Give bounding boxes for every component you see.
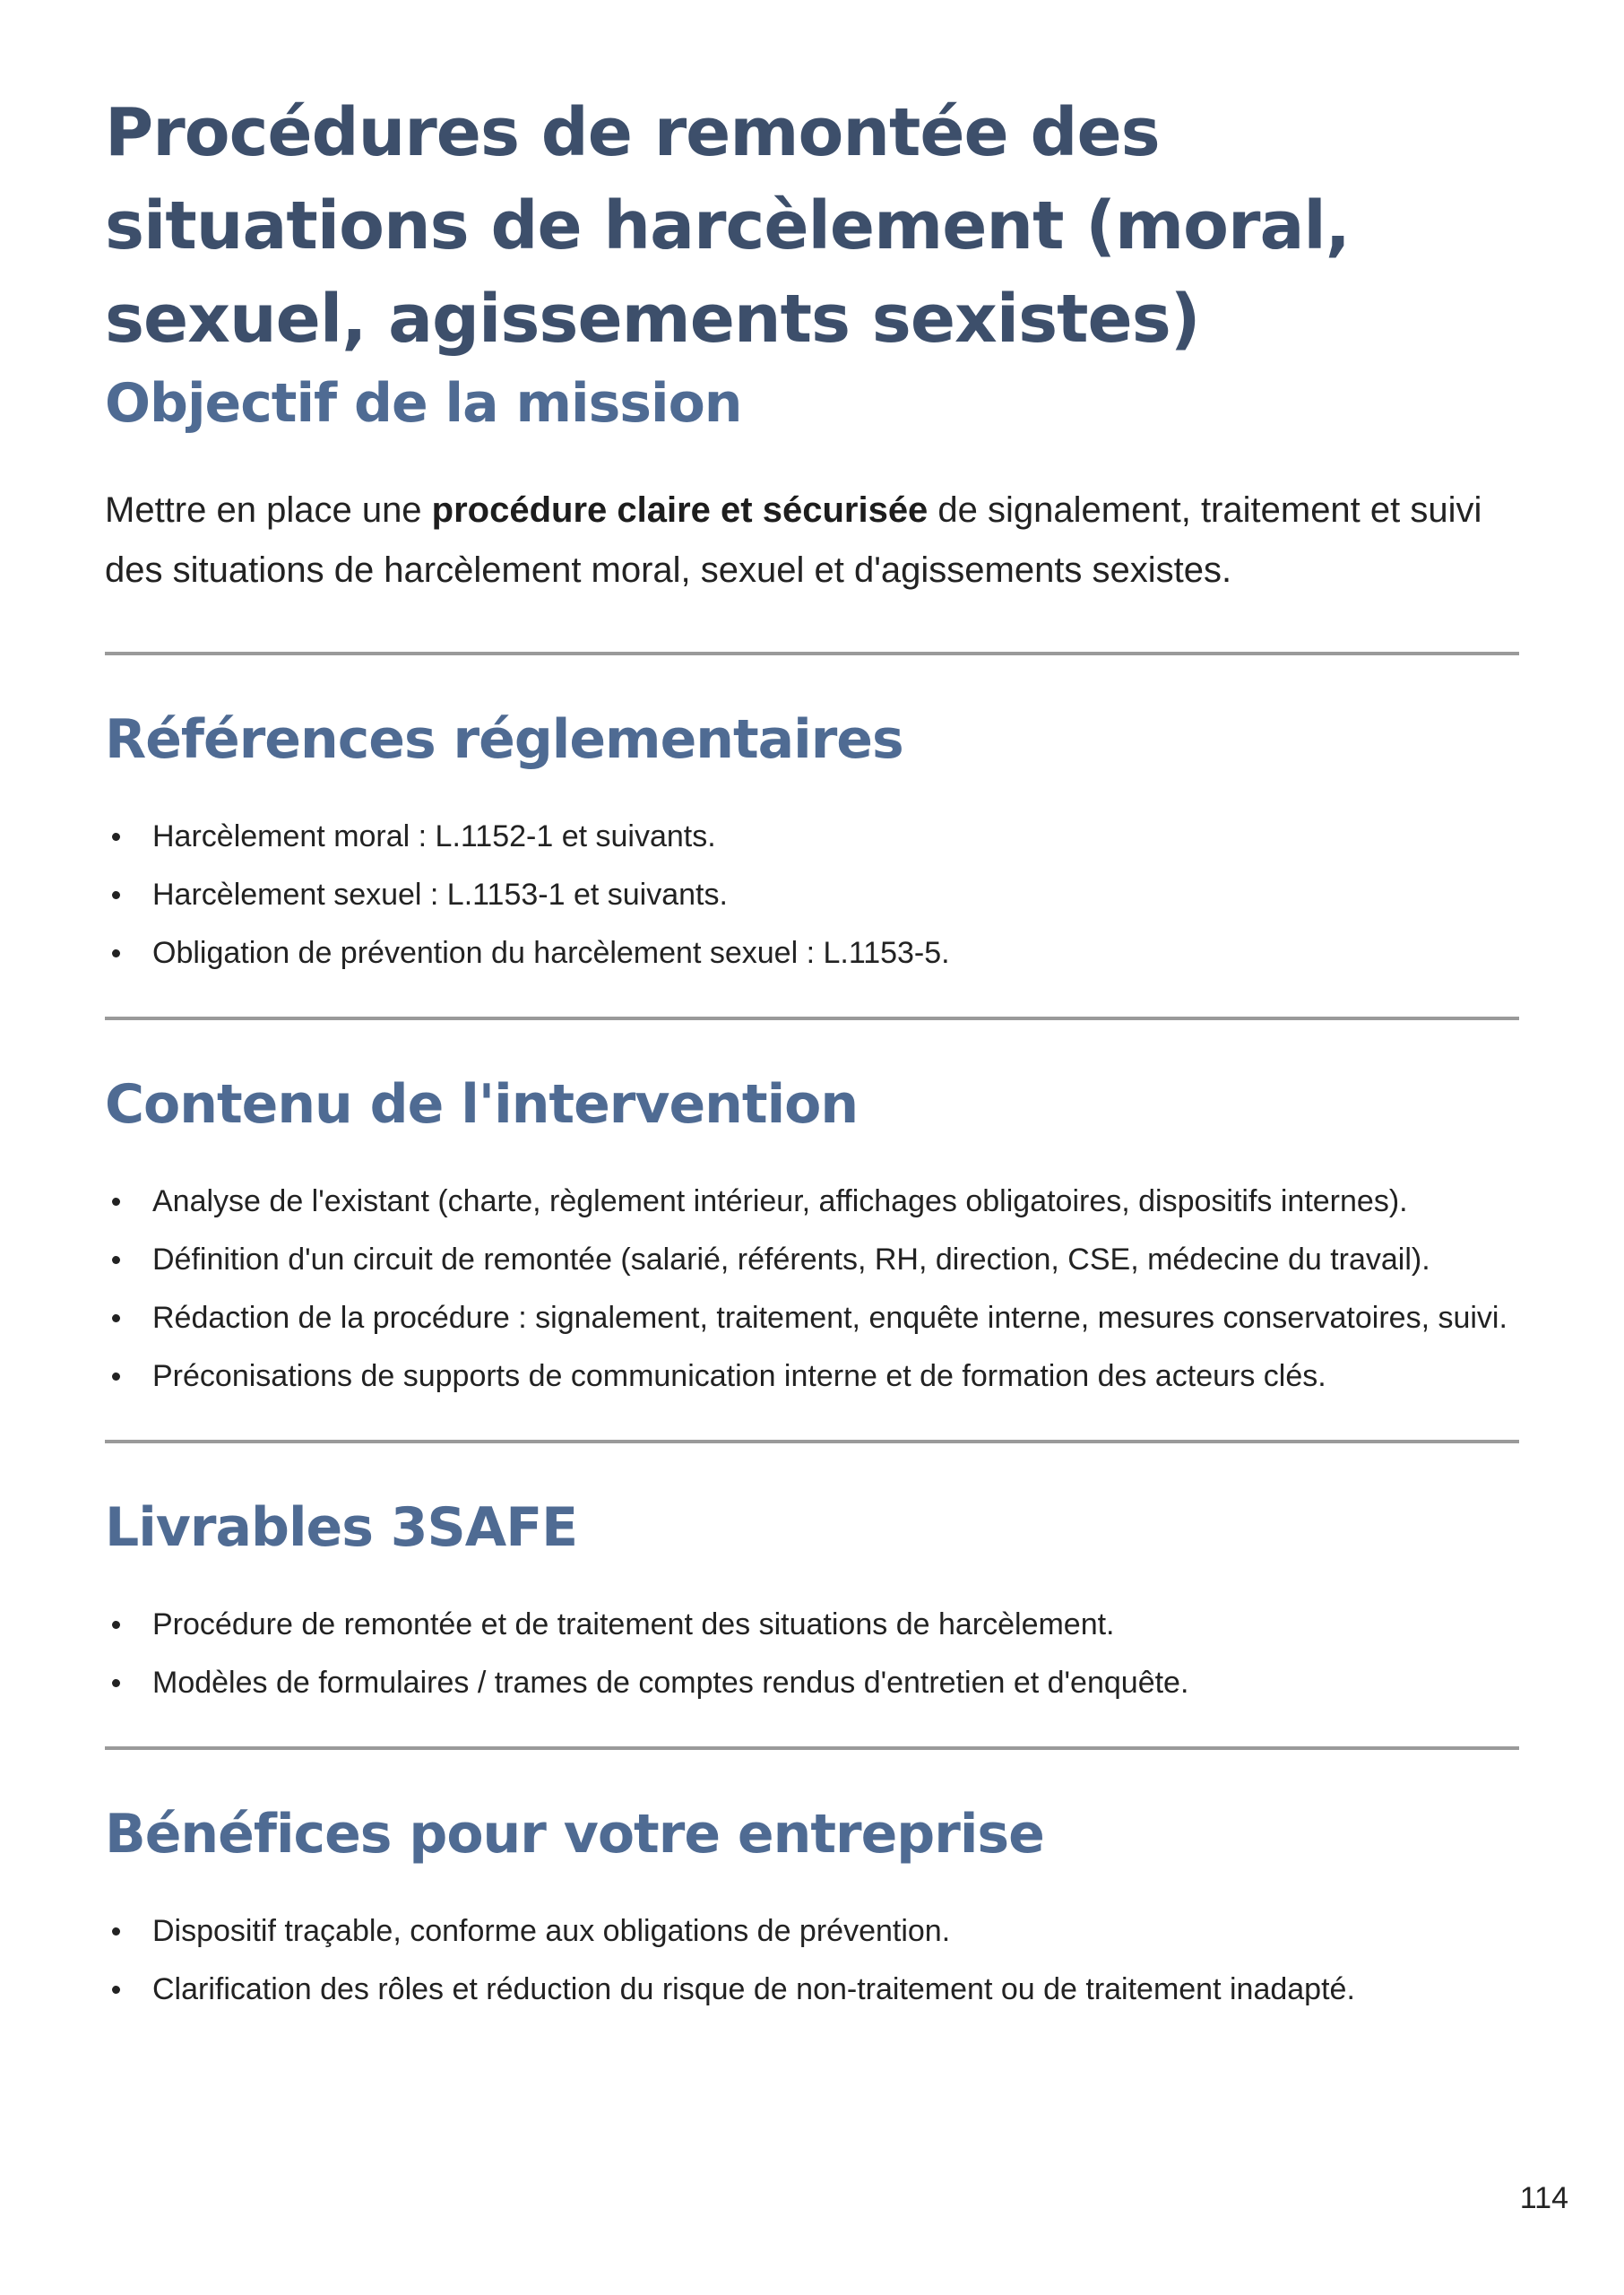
benefits-list — [105, 1908, 1519, 2014]
benefits-heading: Bénéfices pour votre entreprise — [105, 1803, 1044, 1866]
references-list — [105, 813, 1519, 977]
section-divider — [105, 1746, 1519, 1750]
list-item: Rédaction de la procédure : signalement, traitement, enquête interne, mesures conservatoires, suivi. — [105, 1295, 1519, 1342]
objective-text-end: de signalement, traitement et suivi des situations de harcèlement moral, sexuel et d'agissements sexistes. — [105, 490, 1482, 590]
list-item: Obligation de prévention du harcèlement sexuel : L.1153-5. — [105, 930, 1519, 977]
deliverables-heading: Livrables 3SAFE — [105, 1496, 578, 1559]
section-divider — [105, 1440, 1519, 1443]
list-item: Harcèlement sexuel : L.1153-1 et suivants. — [105, 871, 1519, 919]
objective-text-start: Mettre en place une — [105, 490, 432, 530]
list-item: Procédure de remontée et de traitement des situations de harcèlement. — [105, 1601, 1519, 1649]
list-item: Harcèlement moral : L.1152-1 et suivants. — [105, 813, 1519, 861]
document-page — [105, 86, 1519, 2024]
list-item: Dispositif traçable, conforme aux obligations de prévention. — [105, 1908, 1519, 1955]
objective-paragraph — [105, 481, 1519, 601]
page-title: Procédures de remontée des situations de harcèlement (moral, sexuel, agissements sexistes) — [105, 94, 1350, 358]
references-heading: Références réglementaires — [105, 708, 903, 771]
section-divider — [105, 1017, 1519, 1020]
objective-text-bold: procédure claire et sécurisée — [431, 490, 929, 530]
list-item: Clarification des rôles et réduction du risque de non-traitement ou de traitement inadapté. — [105, 1966, 1519, 2014]
list-item: Modèles de formulaires / trames de comptes rendus d'entretien et d'enquête. — [105, 1659, 1519, 1707]
deliverables-list — [105, 1601, 1519, 1707]
section-divider — [105, 652, 1519, 655]
content-list — [105, 1178, 1519, 1400]
page-number: 114 — [1519, 2181, 1568, 2215]
objective-heading: Objectif de la mission — [105, 372, 742, 435]
list-item: Définition d'un circuit de remontée (salarié, référents, RH, direction, CSE, médecine du travail). — [105, 1236, 1519, 1284]
list-item: Préconisations de supports de communication interne et de formation des acteurs clés. — [105, 1353, 1519, 1400]
content-heading: Contenu de l'intervention — [105, 1073, 859, 1136]
list-item: Analyse de l'existant (charte, règlement intérieur, affichages obligatoires, dispositifs internes). — [105, 1178, 1519, 1225]
